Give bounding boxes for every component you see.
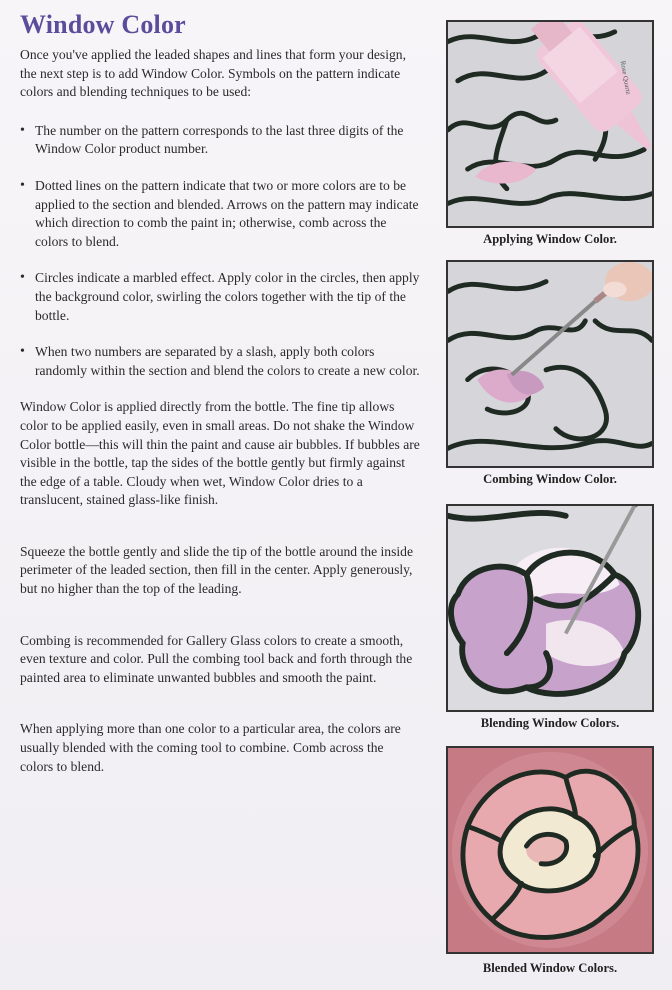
bottle-label: Rose Quartz: [618, 60, 632, 96]
list-item: • The number on the pattern corresponds to the last three digits of the Window Color product number.: [20, 122, 420, 159]
page-title: Window Color: [20, 10, 186, 39]
caption-blended: Blended Window Colors.: [482, 961, 618, 975]
blended-window-colors-photo: [446, 746, 654, 954]
paragraph-blending: When applying more than one color to a particular area, the colors are usually blended with the coming tool to combine. Comb across the colors to blend.: [20, 721, 401, 774]
blending-window-colors-photo: [446, 504, 654, 712]
applying-window-color-photo: [446, 20, 654, 228]
paragraph-squeeze: Squeeze the bottle gently and slide the tip of the bottle around the inside perimeter of the leaded section, then fill in the center. Apply generously, but no higher than the top of the leading.: [20, 543, 413, 597]
combing-window-color-photo: [446, 260, 654, 468]
applying-photo-image: [448, 22, 652, 226]
symbol-list: [20, 122, 420, 381]
paragraph-applying: Window Color is applied directly from the bottle. The fine tip allows color to be applied easily, even in small areas. Do not shake the Window Color bottle—this will thin the paint and cause air bubbles. If bubbles are visible in the bottle, tap the sides of the bottle gently but firmly against the edge of a table. Cloudy when wet, Window Color dries to a translucent, stained glass-like finish.: [20, 399, 420, 508]
blended-photo-image: [448, 748, 652, 952]
paragraph-combing: Combing is recommended for Gallery Glass colors to create a smooth, even texture and color. Pull the combing tool back and forth through the painted area to eliminate unwanted bubbles and smooth the paint.: [20, 632, 413, 685]
list-item: • Dotted lines on the pattern indicate that two or more colors are to be applied to the section and blended. Arrows on the pattern may indicate which direction to comb the paint in; otherwise, comb across the colors to blend.: [20, 177, 420, 251]
caption-blending: Blending Window Colors.: [480, 716, 620, 730]
intro-paragraph: Once you've applied the leaded shapes and lines that form your design, the next step is to add Window Color. Symbols on the pattern indicate colors and blending techniques to be used:: [20, 47, 406, 100]
caption-applying: Applying Window Color.: [483, 232, 617, 246]
list-item: • When two numbers are separated by a slash, apply both colors randomly within the section and blend the colors to create a new color.: [20, 343, 420, 380]
caption-combing: Combing Window Color.: [483, 472, 617, 486]
instructions-column: [20, 46, 420, 776]
combing-photo-image: [448, 262, 652, 466]
blending-photo-image: [448, 506, 652, 710]
list-item: • Circles indicate a marbled effect. Apply color in the circles, then apply the background color, swirling the colors together with the tip of the bottle.: [20, 269, 420, 325]
